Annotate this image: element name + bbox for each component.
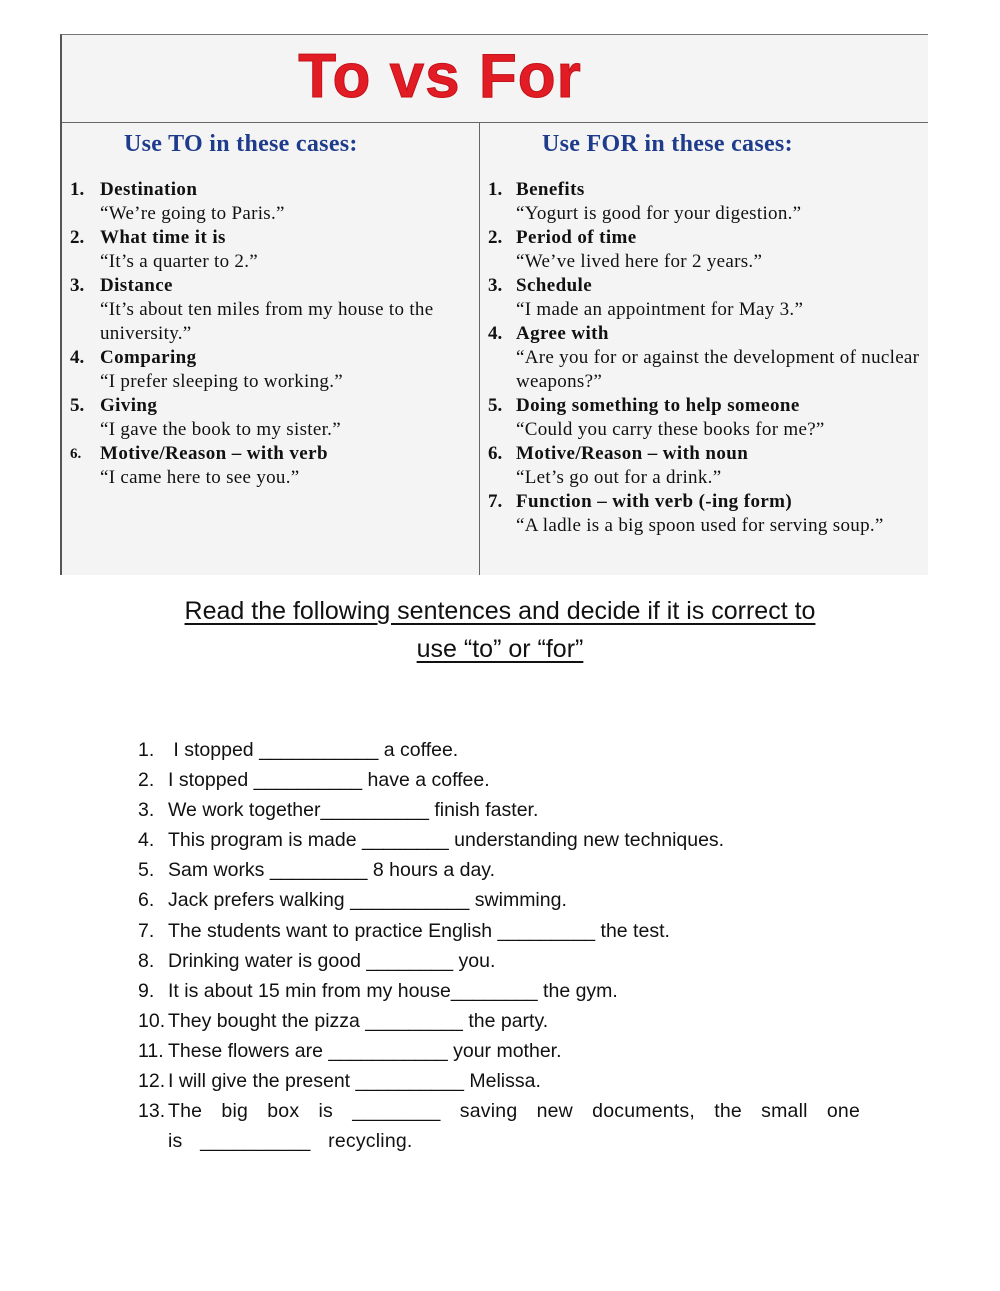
case-number: 1. — [488, 179, 503, 200]
exercise-list — [138, 735, 860, 1156]
case-title: Doing something to help someone — [516, 395, 800, 416]
for-cases-list — [480, 178, 928, 538]
exercise-item — [138, 1066, 860, 1096]
for-case-item — [480, 226, 928, 274]
exercise-number: 2. — [138, 769, 155, 792]
to-case-item — [62, 442, 479, 490]
exercise-item — [138, 765, 860, 795]
case-number: 5. — [70, 395, 85, 416]
exercise-sentence: We work together__________ finish faster. — [168, 799, 539, 822]
case-number: 1. — [70, 179, 85, 200]
exercise-item — [138, 795, 860, 825]
exercise-sentence: They bought the pizza _________ the party. — [168, 1009, 549, 1032]
case-number: 6. — [70, 446, 82, 462]
for-case-item — [480, 442, 928, 490]
exercise-item — [138, 885, 860, 915]
exercise-sentence: Drinking water is good ________ you. — [168, 949, 496, 972]
exercise-number: 1. — [138, 739, 155, 761]
exercise-sentence: I will give the present __________ Melissa. — [168, 1070, 541, 1093]
exercise-item — [138, 946, 860, 976]
to-case-item — [62, 346, 479, 394]
to-cases-list — [62, 178, 479, 490]
exercise-item — [138, 976, 860, 1006]
case-number: 2. — [70, 227, 85, 248]
case-example: “We’ve lived here for 2 years.” — [516, 251, 763, 272]
case-example: “Yogurt is good for your digestion.” — [516, 203, 802, 224]
instructions — [140, 592, 860, 668]
chart-title: To vs For — [298, 42, 582, 111]
to-case-item — [62, 178, 479, 226]
exercise-number: 7. — [138, 919, 155, 942]
instruction-line-1: Read the following sentences and decide if it is correct to — [184, 597, 816, 625]
instruction-line-2: use “to” or “for” — [416, 635, 584, 663]
exercise-number: 4. — [138, 829, 155, 852]
exercise-sentence: I stopped ___________ a coffee. — [168, 739, 459, 761]
for-case-item — [480, 490, 928, 538]
exercise-number: 11. — [138, 1039, 164, 1062]
exercise-sentence: This program is made ________ understanding new techniques. — [168, 829, 725, 852]
to-cases-heading: Use TO in these cases: — [124, 131, 358, 157]
case-number: 7. — [488, 491, 503, 512]
chart-title-bar — [62, 35, 928, 123]
for-case-item — [480, 394, 928, 442]
case-number: 3. — [488, 275, 503, 296]
case-title: What time it is — [100, 227, 226, 248]
case-number: 2. — [488, 227, 503, 248]
case-number: 5. — [488, 395, 503, 416]
case-example: “Are you for or against the development of nuclear weapons?” — [516, 347, 920, 392]
for-case-item — [480, 274, 928, 322]
to-vs-for-chart — [60, 34, 928, 575]
case-number: 4. — [488, 323, 503, 344]
case-number: 4. — [70, 347, 85, 368]
exercise-item — [138, 916, 860, 946]
exercise-item — [138, 1036, 860, 1066]
for-case-item — [480, 178, 928, 226]
exercise-sentence: The big box is ________ saving new documents, the small one is __________ recycling. — [168, 1100, 860, 1153]
exercise-item — [138, 1006, 860, 1036]
exercise-number: 6. — [138, 889, 155, 912]
exercise-item — [138, 855, 860, 885]
case-example: “It’s a quarter to 2.” — [100, 251, 259, 272]
case-example: “I came here to see you.” — [100, 467, 300, 488]
case-number: 6. — [488, 443, 503, 464]
case-example: “Let’s go out for a drink.” — [516, 467, 722, 488]
exercise-sentence: These flowers are ___________ your mother. — [168, 1039, 562, 1062]
exercise-number: 12. — [138, 1070, 166, 1093]
case-example: “I made an appointment for May 3.” — [516, 299, 804, 320]
to-cases-column — [62, 123, 480, 575]
case-title: Distance — [100, 275, 173, 296]
exercise-number: 8. — [138, 949, 155, 972]
for-case-item — [480, 322, 928, 394]
case-title: Giving — [100, 395, 158, 416]
case-example: “It’s about ten miles from my house to the university.” — [100, 299, 434, 344]
to-case-item — [62, 274, 479, 346]
exercise-number: 9. — [138, 979, 155, 1002]
case-example: “I gave the book to my sister.” — [100, 419, 341, 440]
exercise-number: 13. — [138, 1100, 166, 1123]
case-title: Destination — [100, 179, 198, 200]
case-title: Benefits — [516, 179, 585, 200]
exercise-item — [138, 1096, 860, 1156]
case-number: 3. — [70, 275, 85, 296]
exercise-sentence: Sam works _________ 8 hours a day. — [168, 859, 496, 882]
exercise-sentence: The students want to practice English _________ the test. — [168, 919, 670, 942]
exercise-number: 10. — [138, 1009, 166, 1032]
case-title: Comparing — [100, 347, 197, 368]
to-case-item — [62, 226, 479, 274]
exercise-sentence: It is about 15 min from my house________ the gym. — [168, 979, 618, 1002]
for-cases-heading: Use FOR in these cases: — [542, 131, 793, 157]
exercise-number: 5. — [138, 859, 155, 882]
case-example: “We’re going to Paris.” — [100, 203, 285, 224]
case-example: “Could you carry these books for me?” — [516, 419, 825, 440]
case-title: Motive/Reason – with noun — [516, 443, 749, 464]
case-title: Period of time — [516, 227, 637, 248]
exercise-item — [138, 825, 860, 855]
to-case-item — [62, 394, 479, 442]
case-title: Agree with — [516, 323, 609, 344]
exercise-sentence: I stopped __________ have a coffee. — [168, 769, 490, 792]
case-title: Function – with verb (-ing form) — [516, 491, 793, 512]
exercise-item — [138, 735, 860, 765]
case-title: Motive/Reason – with verb — [100, 443, 328, 464]
case-title: Schedule — [516, 275, 593, 296]
for-cases-column — [480, 123, 928, 575]
case-example: “A ladle is a big spoon used for serving soup.” — [516, 515, 884, 536]
exercise-number: 3. — [138, 799, 155, 822]
exercise-sentence: Jack prefers walking ___________ swimming. — [168, 889, 567, 912]
case-example: “I prefer sleeping to working.” — [100, 371, 344, 392]
